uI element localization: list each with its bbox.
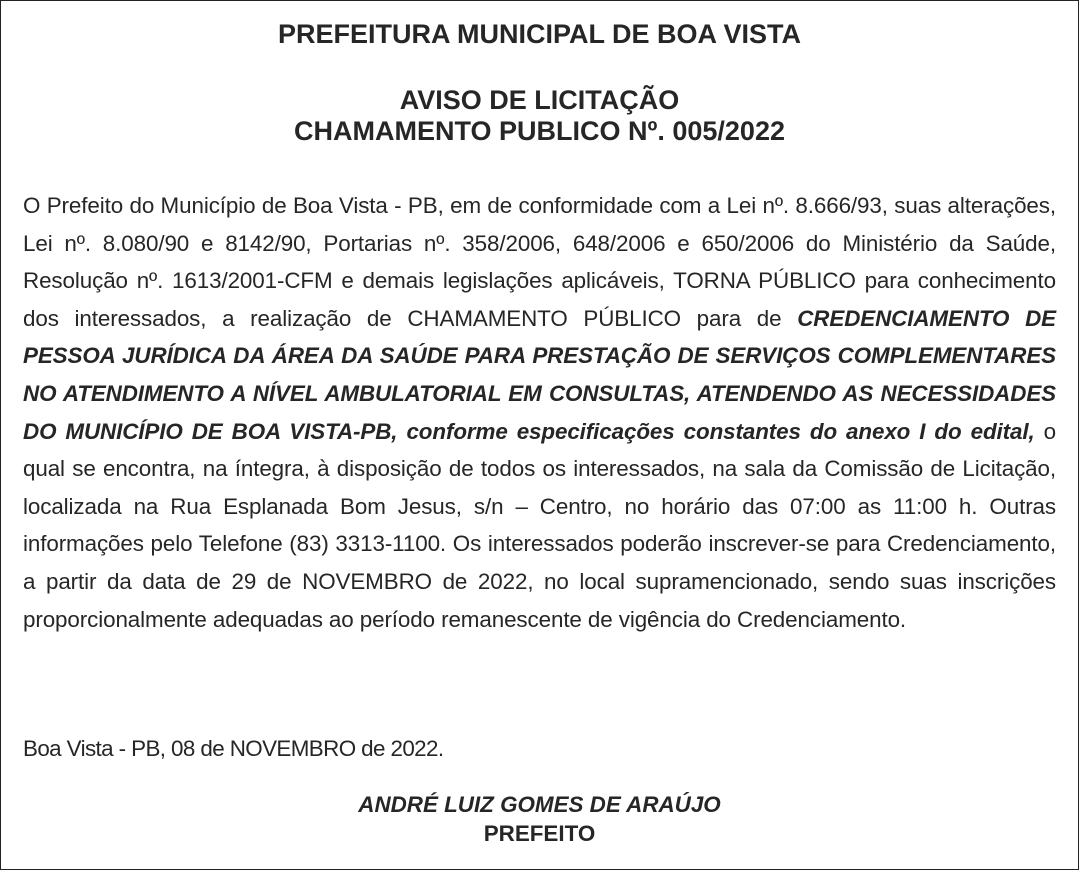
signature-block [0,790,1079,848]
body-rest: o qual se encontra, na íntegra, à disposição de todos os interessados, na sala da Comissão de Licitação, localizada na Rua Esplanada Bom Jesus, s/n – Centro, no horário das 07:00 as 11:00 h. Outras informações pelo Telefone (83) 3313-1100. Os interessados poderão inscrever-se para Credenciamento, a partir da data de 29 de NOVEMBRO de 2022, no local supramencionado, sendo suas inscrições proporcionalmente adequadas ao período remanescente de vigência do Credenciamento. [23,418,1056,632]
notice-body [23,187,1056,638]
signatory-title: PREFEITO [483,821,596,846]
notice-number: CHAMAMENTO PUBLICO Nº. 005/2022 [294,116,785,146]
body-object: CREDENCIAMENTO DE PESSOA JURÍDICA DA ÁREA DA SAÚDE PARA PRESTAÇÃO DE SERVIÇOS COMPLEMENTARES NO ATENDIMENTO A NÍVEL AMBULATORIAL EM CONSULTAS, ATENDENDO AS NECESSIDADES DO MUNICÍPIO DE BOA VISTA-PB, conforme especificações constantes do anexo I do edital, [23,305,1056,444]
signatory-name: ANDRÉ LUIZ GOMES DE ARAÚJO [358,792,721,817]
notice-heading [0,85,1079,147]
municipality-heading: PREFEITURA MUNICIPAL DE BOA VISTA [277,19,802,49]
date-line: Boa Vista - PB, 08 de NOVEMBRO de 2022. [23,736,444,761]
notice-type: AVISO DE LICITAÇÃO [399,85,680,115]
body-intro: O Prefeito do Município de Boa Vista - PB, em de conformidade com a Lei nº. 8.666/93, suas alterações, Lei nº. 8.080/90 e 8142/90, Portarias nº. 358/2006, 648/2006 e 650/2006 do Ministério da Saúde, Resolução nº. 1613/2001-CFM e demais legislações aplicáveis, TORNA PÚBLICO para conhecimento dos interessados, a realização de CHAMAMENTO PÚBLICO para de [23,193,1056,331]
